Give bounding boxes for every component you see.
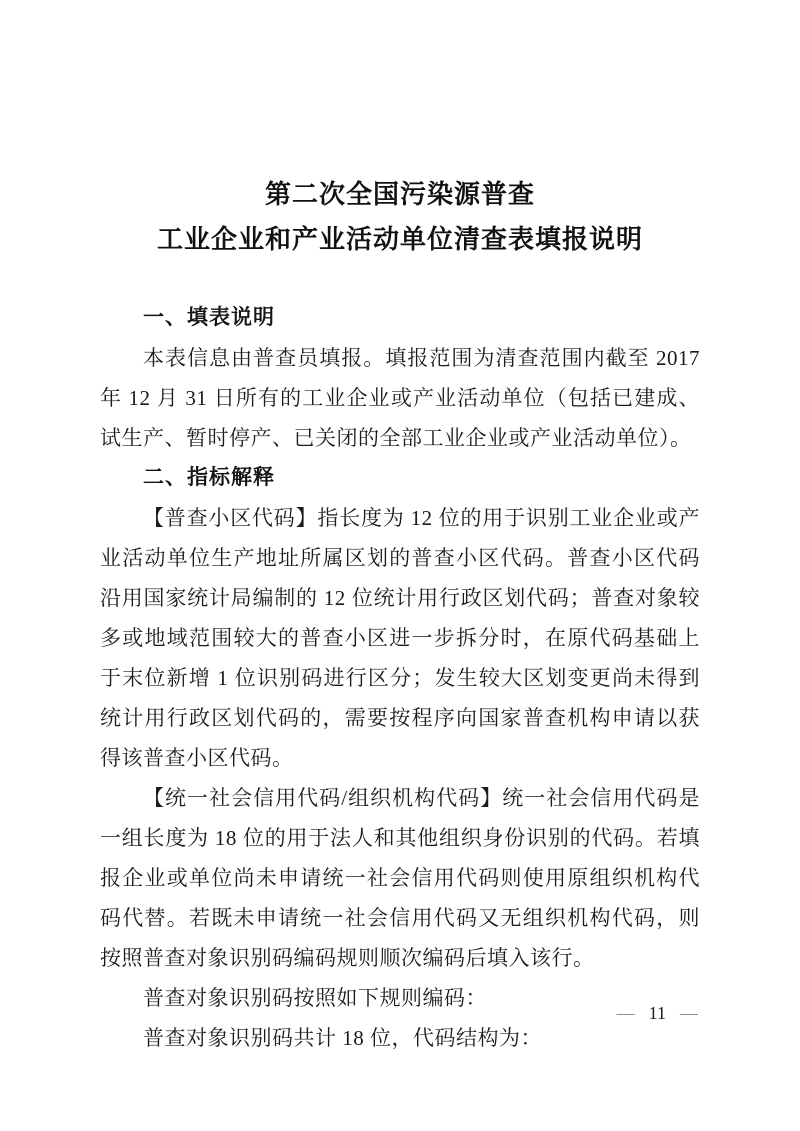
census-area-code-paragraph: 【普查小区代码】指长度为 12 位的用于识别工业企业或产业活动单位生产地址所属区划的普查小区代码。普查小区代码沿用国家统计局编制的 12 位统计用行政区划代码；普查对象较多或地域范围较大的普查小区进一步拆分时，在原代码基础上于末位新增 1 位识别码进行区分；发生较大区划变更尚未得到统计用行政区划代码的，需要按程序向国家普查机构申请以获得该普查小区代码。 xyxy=(100,506,700,770)
document-title xyxy=(100,172,700,262)
page-footer xyxy=(617,1002,698,1024)
section-1-heading: 一、填表说明 xyxy=(143,306,275,329)
section-1-paragraph-filling-scope: 本表信息由普查员填报。填报范围为清查范围内截至 2017 年 12 月 31 日所有的工业企业或产业活动单位（包括已建成、试生产、暂时停产、已关闭的全部工业企业或产业活动单位）。 xyxy=(100,346,700,450)
title-line-2: 工业企业和产业活动单位清查表填报说明 xyxy=(156,224,643,254)
section-2-heading: 二、指标解释 xyxy=(143,466,275,489)
document-content xyxy=(100,172,700,1058)
title-line-1: 第二次全国污染源普查 xyxy=(264,179,535,209)
footer-dash-right: — xyxy=(680,1004,698,1022)
footer-dash-left: — xyxy=(616,1004,635,1022)
id-code-structure-intro: 普查对象识别码共计 18 位，代码结构为： xyxy=(143,1026,542,1050)
page-number: 11 xyxy=(648,1003,666,1023)
credit-code-paragraph: 【统一社会信用代码/组织机构代码】统一社会信用代码是一组长度为 18 位的用于法人和其他组织身份识别的代码。若填报企业或单位尚未申请统一社会信用代码则使用原组织机构代码代替。若既未申请统一社会信用代码又无组织机构代码，则按照普查对象识别码编码规则顺次编码后填入该行。 xyxy=(100,786,700,970)
id-code-rule-intro: 普查对象识别码按照如下规则编码： xyxy=(143,986,487,1010)
